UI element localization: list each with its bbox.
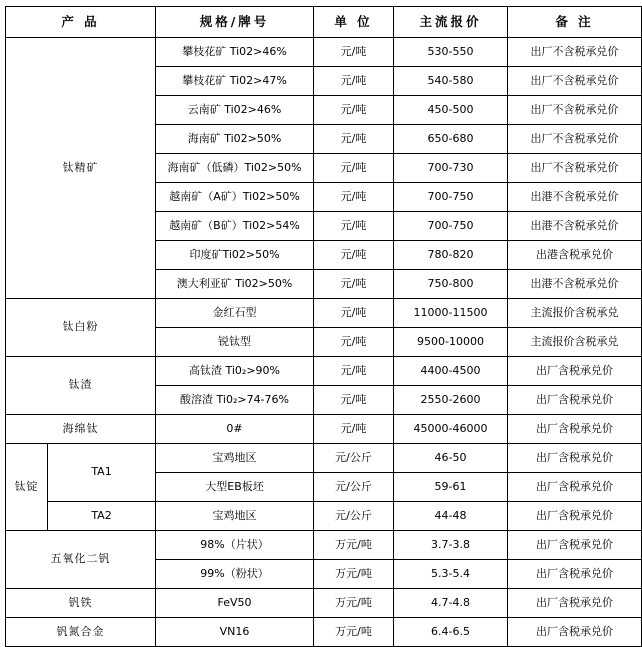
unit-cell: 元/吨 [314,415,394,444]
spec-cell: 宝鸡地区 [156,444,314,473]
unit-cell: 万元/吨 [314,618,394,647]
table-row [6,618,642,647]
note-cell: 主流报价含税承兑 [508,328,642,357]
unit-cell: 元/吨 [314,241,394,270]
price-cell: 5.3-5.4 [394,560,508,589]
spec-cell: 越南矿（B矿）Ti02>54% [156,212,314,241]
spec-cell: 攀枝花矿 Ti02>47% [156,67,314,96]
note-cell: 出厂含税承兑价 [508,589,642,618]
spec-cell: 印度矿Ti02>50% [156,241,314,270]
unit-cell: 元/吨 [314,212,394,241]
note-cell: 出厂含税承兑价 [508,473,642,502]
table-row [6,38,642,67]
spec-cell: VN16 [156,618,314,647]
unit-cell: 元/吨 [314,386,394,415]
column-header-price: 主流报价 [394,7,508,38]
note-cell: 出厂含税承兑价 [508,444,642,473]
spec-cell: 锐钛型 [156,328,314,357]
price-cell: 44-48 [394,502,508,531]
spec-cell: 0# [156,415,314,444]
price-cell: 700-750 [394,183,508,212]
note-cell: 出厂不含税承兑价 [508,96,642,125]
price-cell: 700-730 [394,154,508,183]
price-cell: 4400-4500 [394,357,508,386]
price-cell: 11000-11500 [394,299,508,328]
spec-cell: 海南矿（低磷）Ti02>50% [156,154,314,183]
unit-cell: 元/公斤 [314,502,394,531]
note-cell: 出厂不含税承兑价 [508,38,642,67]
table-row [6,444,642,473]
unit-cell: 元/吨 [314,154,394,183]
table-row [6,589,642,618]
spec-cell: 澳大利亚矿 Ti02>50% [156,270,314,299]
note-cell: 出港不含税承兑价 [508,270,642,299]
note-cell: 出港不含税承兑价 [508,183,642,212]
spec-cell: 大型EB板坯 [156,473,314,502]
unit-cell: 元/公斤 [314,473,394,502]
unit-cell: 元/吨 [314,270,394,299]
unit-cell: 元/吨 [314,96,394,125]
note-cell: 出厂不含税承兑价 [508,67,642,96]
table-row [6,299,642,328]
spec-cell: 宝鸡地区 [156,502,314,531]
table-row [6,502,642,531]
column-header-spec: 规格/牌号 [156,7,314,38]
product-category-cell: 钒铁 [6,589,156,618]
unit-cell: 元/吨 [314,67,394,96]
spec-cell: 海南矿 Ti02>50% [156,125,314,154]
spec-cell: 99%（粉状） [156,560,314,589]
price-cell: 46-50 [394,444,508,473]
unit-cell: 元/吨 [314,328,394,357]
unit-cell: 元/吨 [314,299,394,328]
price-cell: 45000-46000 [394,415,508,444]
product-category-cell: 钛锭 [6,444,48,531]
table-row [6,415,642,444]
price-cell: 530-550 [394,38,508,67]
price-cell: 650-680 [394,125,508,154]
unit-cell: 元/吨 [314,38,394,67]
spec-cell: 98%（片状） [156,531,314,560]
product-category-cell: 钛精矿 [6,38,156,299]
spec-cell: 高钛渣 Ti0₂>90% [156,357,314,386]
spec-cell: 金红石型 [156,299,314,328]
spec-cell: 酸溶渣 Ti0₂>74-76% [156,386,314,415]
spec-cell: 越南矿（A矿）Ti02>50% [156,183,314,212]
unit-cell: 元/吨 [314,125,394,154]
note-cell: 出厂不含税承兑价 [508,154,642,183]
price-cell: 9500-10000 [394,328,508,357]
note-cell: 出厂含税承兑价 [508,560,642,589]
note-cell: 出厂含税承兑价 [508,502,642,531]
column-header-product: 产 品 [6,7,156,38]
product-category-cell: 五氧化二钒 [6,531,156,589]
column-header-unit: 单 位 [314,7,394,38]
unit-cell: 万元/吨 [314,560,394,589]
product-category-cell: 钛渣 [6,357,156,415]
price-cell: 2550-2600 [394,386,508,415]
price-cell: 59-61 [394,473,508,502]
product-category-cell: 海绵钛 [6,415,156,444]
note-cell: 主流报价含税承兑 [508,299,642,328]
price-cell: 700-750 [394,212,508,241]
unit-cell: 元/吨 [314,183,394,212]
header-row [6,7,642,38]
note-cell: 出厂含税承兑价 [508,386,642,415]
price-cell: 750-800 [394,270,508,299]
note-cell: 出港不含税承兑价 [508,212,642,241]
table-body [6,38,642,647]
table-header [6,7,642,38]
product-grade-cell: TA1 [48,444,156,502]
unit-cell: 元/吨 [314,357,394,386]
spec-cell: 云南矿 Ti02>46% [156,96,314,125]
note-cell: 出港含税承兑价 [508,241,642,270]
note-cell: 出厂含税承兑价 [508,618,642,647]
note-cell: 出厂含税承兑价 [508,357,642,386]
note-cell: 出厂不含税承兑价 [508,125,642,154]
product-grade-cell: TA2 [48,502,156,531]
price-cell: 4.7-4.8 [394,589,508,618]
table-row [6,531,642,560]
product-category-cell: 钒氮合金 [6,618,156,647]
price-cell: 540-580 [394,67,508,96]
table-row [6,357,642,386]
price-cell: 450-500 [394,96,508,125]
unit-cell: 万元/吨 [314,531,394,560]
note-cell: 出厂含税承兑价 [508,531,642,560]
price-cell: 6.4-6.5 [394,618,508,647]
spec-cell: FeV50 [156,589,314,618]
price-cell: 780-820 [394,241,508,270]
spec-cell: 攀枝花矿 Ti02>46% [156,38,314,67]
column-header-note: 备 注 [508,7,642,38]
product-category-cell: 钛白粉 [6,299,156,357]
titanium-vanadium-price-table [5,6,642,647]
note-cell: 出厂含税承兑价 [508,415,642,444]
unit-cell: 万元/吨 [314,589,394,618]
price-cell: 3.7-3.8 [394,531,508,560]
unit-cell: 元/公斤 [314,444,394,473]
